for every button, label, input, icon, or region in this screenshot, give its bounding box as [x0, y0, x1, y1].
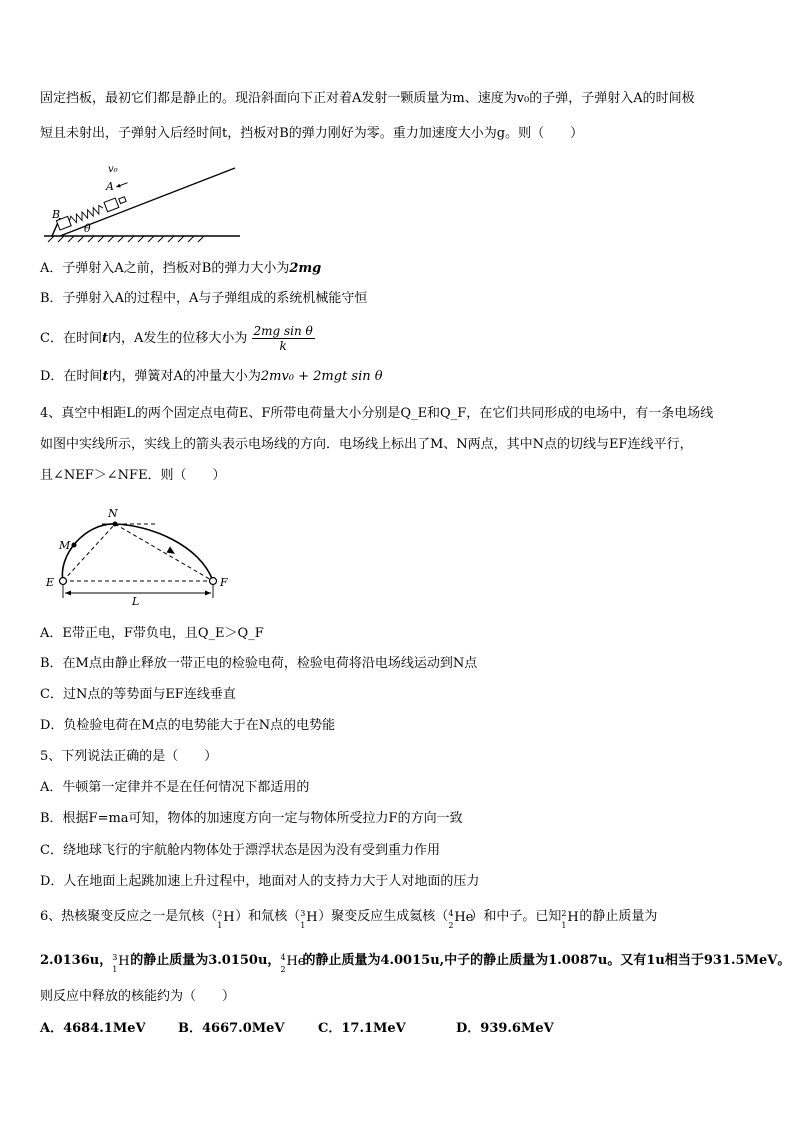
- iso-z: 1: [561, 920, 567, 930]
- q3-d-text-1: D．在时间: [40, 369, 103, 384]
- label-L: L: [132, 595, 140, 605]
- q3-c-fraction: [252, 324, 315, 353]
- intro-line-1: 固定挡板，最初它们都是静止的。现沿斜面向下正对着A发射一颗质量为m、速度为v₀的子弹，子弹射入A的时间极: [40, 91, 695, 106]
- q6-text-1a: 6、热核聚变反应之一是氘核（: [40, 909, 218, 924]
- q6-option-c[interactable]: C．17.1MeV: [318, 1021, 406, 1036]
- q6-text-1d: ）和中子。已知: [470, 909, 562, 924]
- q5-stem: 5、下列说法正确的是（ ）: [40, 749, 218, 764]
- q3-d-t: t: [102, 369, 109, 384]
- q4-option-a[interactable]: A．E带正电，F带负电，且Q_E＞Q_F: [40, 626, 264, 641]
- iso-z: 1: [112, 964, 118, 974]
- iso-z: 1: [300, 920, 306, 930]
- label-theta: θ: [84, 222, 91, 235]
- iso-sym: H: [223, 909, 235, 925]
- q6-text-1c: ）聚变反应生成氦核（: [318, 909, 449, 924]
- q3-c-text-1: C．在时间: [40, 331, 102, 346]
- q6-text-2c: 的静止质量为4.0015u,中子的静止质量为1.0087u。又有1u相当于931.5MeV。: [302, 953, 791, 968]
- field-line-figure: [40, 505, 240, 605]
- fraction-denominator: k: [279, 339, 287, 353]
- q4-option-d[interactable]: D．负检验电荷在M点的电势能大于在N点的电势能: [40, 718, 336, 733]
- q4-option-b[interactable]: B．在M点由静止释放一带正电的检验电荷，检验电荷将沿电场线运动到N点: [40, 656, 478, 671]
- iso-mass: 2: [217, 908, 223, 918]
- intro-line-2: 短且未射出，子弹射入后经时间t，挡板对B的弹力刚好为零。重力加速度大小为g。则（ ）: [40, 126, 584, 141]
- iso-sym: H: [306, 909, 318, 925]
- incline-figure: [40, 160, 250, 245]
- q4-stem-line-3: 且∠NEF＞∠NFE．则（ ）: [40, 468, 226, 483]
- iso-z: 2: [280, 964, 286, 974]
- iso-sym: H: [118, 953, 130, 969]
- q6-option-b[interactable]: B．4667.0MeV: [178, 1021, 285, 1036]
- q5-option-a[interactable]: A．牛顿第一定律并不是在任何情况下都适用的: [40, 780, 310, 795]
- iso-z: 1: [217, 920, 223, 930]
- fraction-numerator: 2mg sin θ: [253, 324, 313, 338]
- iso-sym: He: [454, 909, 474, 925]
- iso-z: 2: [448, 920, 454, 930]
- iso-mass: 4: [280, 952, 286, 962]
- q4-option-c[interactable]: C．过N点的等势面与EF连线垂直: [40, 687, 236, 702]
- label-E: E: [46, 576, 55, 589]
- q6-text-1e: 的静止质量为: [579, 909, 658, 924]
- q3-option-c[interactable]: [40, 324, 315, 353]
- q5-option-d[interactable]: D．人在地面上起跳加速上升过程中，地面对人的支持力大于人对地面的压力: [40, 874, 480, 889]
- q3-c-text-2: 内，A发生的位移大小为: [107, 331, 248, 346]
- q4-stem-line-2: 如图中实线所示，实线上的箭头表示电场线的方向．电场线上标出了M、N两点，其中N点的切线与EF连线平行，: [40, 437, 693, 452]
- isotope-helium: [448, 908, 474, 930]
- q3-a-value: 2mg: [289, 261, 322, 276]
- q5-option-c[interactable]: C．绕地球飞行的宇航舱内物体处于漂浮状态是因为没有受到重力作用: [40, 843, 440, 858]
- isotope-tritium-2: [112, 952, 130, 974]
- q3-c-t: t: [101, 331, 108, 346]
- q3-d-text-2: 内，弹簧对A的冲量大小为: [108, 369, 261, 384]
- q3-d-value: 2mv₀ + 2mgt sin θ: [260, 369, 383, 384]
- label-v0: v₀: [108, 164, 118, 175]
- q3-a-text: A．子弹射入A之前，挡板对B的弹力大小为: [40, 261, 290, 276]
- q6-option-d[interactable]: D．939.6MeV: [456, 1021, 554, 1036]
- q3-option-b[interactable]: B．子弹射入A的过程中，A与子弹组成的系统机械能守恒: [40, 291, 368, 306]
- label-N: N: [108, 507, 118, 520]
- isotope-helium-2: [280, 952, 306, 974]
- q6-stem-line-2: [40, 952, 791, 974]
- label-M: M: [59, 539, 71, 552]
- isotope-deuterium: [217, 908, 235, 930]
- q6-option-a[interactable]: A．4684.1MeV: [40, 1021, 146, 1036]
- label-A: A: [106, 180, 114, 193]
- q6-text-1b: ）和氚核（: [235, 909, 301, 924]
- q6-stem-line-3: 则反应中释放的核能约为（ ）: [40, 989, 236, 1004]
- q3-option-d[interactable]: [40, 368, 383, 386]
- iso-sym: He: [286, 953, 306, 969]
- iso-mass: 4: [448, 908, 454, 918]
- q3-option-a[interactable]: [40, 260, 321, 278]
- q6-text-2b: 的静止质量为3.0150u，: [130, 953, 281, 968]
- iso-mass: 3: [300, 908, 306, 918]
- q6-stem-line-1: [40, 908, 658, 930]
- isotope-deuterium-2: [561, 908, 579, 930]
- q5-option-b[interactable]: B．根据F=ma可知，物体的加速度方向一定与物体所受拉力F的方向一致: [40, 811, 463, 826]
- label-F: F: [220, 576, 228, 589]
- label-B: B: [52, 208, 61, 221]
- iso-sym: H: [567, 909, 579, 925]
- iso-mass: 2: [561, 908, 567, 918]
- q4-stem-line-1: 4、真空中相距L的两个固定点电荷E、F所带电荷量大小分别是Q_E和Q_F，在它们共同形成的电场中，有一条电场线: [40, 406, 714, 421]
- q6-text-2a: 2.0136u，: [40, 953, 113, 968]
- iso-mass: 3: [112, 952, 118, 962]
- isotope-tritium: [300, 908, 318, 930]
